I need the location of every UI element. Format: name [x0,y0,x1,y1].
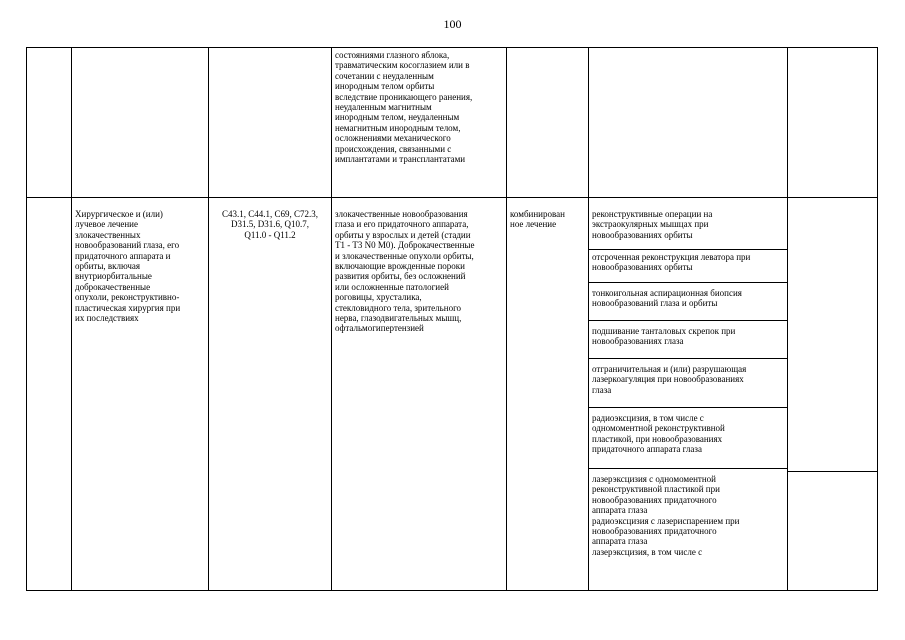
row-number-cell [27,198,72,591]
method-cell [589,48,788,198]
method-item: отсроченная реконструкция леватора при новообразованиях орбиты [589,250,787,283]
medical-care-table [26,47,878,591]
name-cell: Хирургическое и (или) лучевое лечение злокачественных новообразований глаза, его придаточного аппарата и орбиты, включая внутриорбитальные доброкачественные опухоли, реконструктивно- пластическая хирургия при их последствиях [72,198,209,591]
method-item: реконструктивные операции на экстраокулярных мышцах при новообразованиях орбиты [589,198,787,250]
name-cell [72,48,209,198]
method-item: подшивание танталовых скрепок при новообразованиях глаза [589,321,787,359]
diagnosis-cell: злокачественные новообразования глаза и его придаточного аппарата, орбиты у взрослых и детей (стадии T1 - T3 N0 M0). Доброкачественные и злокачественные опухоли орбиты, включающие врожденные пороки развития орбиты, без осложнений или осложненные патологией роговицы, хрусталика, стекловидного тела, зрительного нерва, глазодвигательных мышц, офтальмогипертензией [332,198,507,591]
treatment-type-cell [507,48,589,198]
treatment-type-cell: комбинирован ное лечение [507,198,589,591]
method-item: радиоэксцизия, в том числе с одномоментной реконструктивной пластикой, при новообразованиях придаточного аппарата глаза [589,408,787,469]
method-item: отграничительная и (или) разрушающая лазеркоагуляция при новообразованиях глаза [589,359,787,408]
cost-cell [788,48,878,198]
methods-cell [589,198,788,591]
method-item: тонкоигольная аспирационная биопсия новообразований глаза и орбиты [589,283,787,321]
codes-cell: C43.1, C44.1, C69, C72.3, D31.5, D31.6, Q10.7, Q11.0 - Q11.2 [209,198,332,591]
table-row [27,198,878,591]
table-row [27,48,878,198]
row-number-cell [27,48,72,198]
page-number: 100 [443,17,462,31]
codes-cell [209,48,332,198]
diagnosis-cell: состояниями глазного яблока, травматическим косоглазием или в сочетании с неудаленным инородным телом орбиты вследствие проникающего ранения, неудаленным магнитным инородным телом, неудаленным немагнитным инородным телом, осложнениями механического происхождения, связанными с имплантатами и трансплантатами [332,48,507,198]
cost-cell [788,198,878,591]
method-item: лазерэксцизия с одномоментной реконструктивной пластикой при новообразованиях придаточного аппарата глаза радиоэксцизия с лазериспарением при новообразованиях придаточного аппарата глаза лазерэксцизия, в том числе с [592,474,740,557]
